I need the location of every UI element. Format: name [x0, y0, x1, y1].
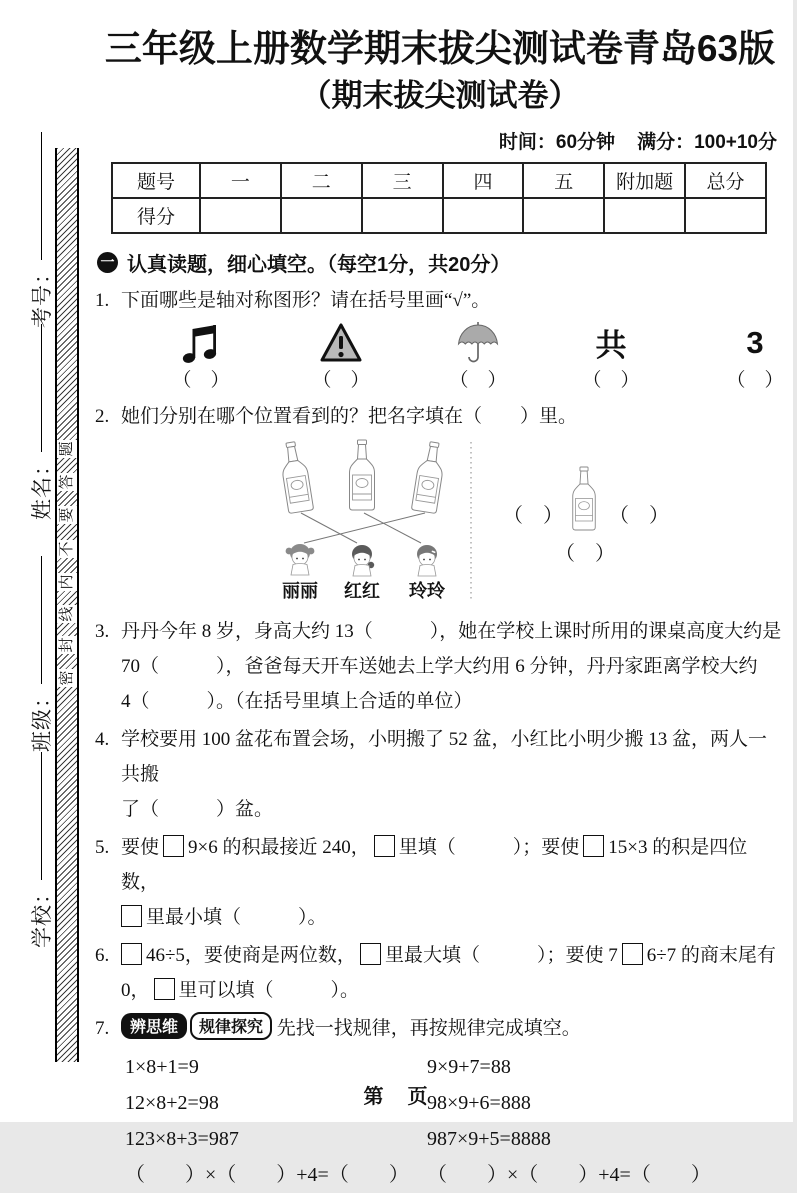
blank-box — [121, 943, 142, 965]
warning-triangle-icon — [318, 320, 364, 366]
question-4-line: 学校要用 100 盆花布置会场，小明搬了 52 盆，小红比小明少搬 13 盆，两人一共搬 — [121, 728, 768, 785]
question-text: 里最小填（ ）。 — [146, 906, 327, 928]
girl-name-label: 玲玲 — [409, 580, 445, 601]
question-text: 0， — [121, 979, 150, 1001]
question-number: 3. — [95, 620, 110, 642]
exam-number-blank — [41, 132, 42, 260]
exam-number-label: 考号： — [30, 262, 54, 328]
seal-char: 题 — [59, 441, 75, 457]
girl-honghong-icon — [352, 545, 374, 576]
seal-char: 不 — [59, 541, 75, 557]
equation-blank: （ ）×（ ）+4=（ ） — [125, 1163, 409, 1186]
blank-box — [163, 835, 184, 857]
header-cell: 一 — [200, 163, 281, 198]
girl-name-label: 红红 — [344, 580, 380, 601]
score-cell — [281, 198, 362, 233]
figure-digit-three — [713, 320, 797, 390]
bottle-icon — [573, 467, 596, 530]
answer-paren: （ ） — [449, 369, 507, 391]
question-2 — [95, 399, 785, 611]
seal-char: 封 — [59, 637, 75, 653]
equation: 1×8+1=9 — [125, 1055, 199, 1078]
question-text: 9×6 的积最接近 240， — [188, 836, 370, 858]
header-cell: 五 — [523, 163, 604, 198]
bottle-icon — [278, 440, 314, 513]
question-text: 6÷7 的商末尾有 — [646, 944, 776, 966]
question-number: 6. — [95, 944, 110, 966]
music-note-icon — [178, 320, 224, 366]
match-line — [364, 513, 421, 543]
question-1-figures — [121, 320, 785, 396]
section-number-icon: 一 — [97, 252, 118, 273]
question-2-diagram — [131, 436, 691, 608]
answer-paren-right: （ ） — [609, 504, 669, 527]
page-subtitle: （期末拔尖测试卷） — [300, 78, 580, 114]
class-field — [28, 556, 54, 752]
figure-gong-character — [569, 320, 653, 390]
equation: 98×9+6=888 — [427, 1091, 531, 1114]
school-label: 学校： — [30, 882, 54, 948]
answer-paren: （ ） — [172, 369, 230, 391]
match-line — [304, 513, 425, 543]
question-text: 里最大填（ ）；要使 7 — [384, 944, 618, 966]
seal-char: 答 — [59, 474, 75, 490]
thinking-skill-badge: 辨思维 — [121, 1013, 187, 1039]
question-number: 7. — [95, 1017, 110, 1039]
figure-music-note — [159, 320, 243, 390]
school-field — [28, 752, 54, 948]
girl-lingling-icon — [417, 545, 437, 576]
question-text: 里填（ ）；要使 — [398, 836, 580, 858]
question-text: 里可以填（ ）。 — [178, 979, 360, 1001]
score-table — [111, 162, 767, 234]
question-1 — [95, 283, 785, 396]
seal-char: 内 — [59, 574, 75, 590]
full-score: 满分：100+10分 — [637, 131, 777, 153]
question-5-line — [121, 900, 785, 935]
score-cell — [443, 198, 524, 233]
equation-blank: （ ）×（ ）+4=（ ） — [427, 1163, 711, 1186]
score-row-label: 得分 — [112, 198, 200, 233]
page-title: 三年级上册数学期末拔尖测试卷青岛63版 — [104, 28, 776, 69]
seal-line-strip — [55, 148, 79, 1062]
blank-box — [374, 835, 395, 857]
umbrella-icon — [455, 320, 501, 366]
school-blank — [41, 752, 42, 880]
bottle-icon — [411, 440, 447, 513]
question-5 — [95, 830, 785, 935]
student-name-blank — [41, 324, 42, 452]
class-blank — [41, 556, 42, 684]
match-line — [301, 513, 357, 543]
seal-char: 线 — [59, 606, 75, 622]
header-cell: 总分 — [685, 163, 766, 198]
question-5-line — [121, 830, 785, 900]
question-text: 15×3 的积是四位数， — [121, 836, 748, 893]
page-footer: 第 页 — [363, 1086, 430, 1108]
class-label: 班级： — [30, 686, 54, 752]
question-3-line: 4（ ）。（在括号里填上合适的单位） — [121, 690, 473, 712]
student-name-label: 姓名： — [30, 454, 54, 520]
exam-number-field — [28, 132, 54, 328]
score-cell — [685, 198, 766, 233]
question-7-header — [121, 1011, 785, 1046]
score-table-score-row — [112, 198, 766, 233]
girl-name-label: 丽丽 — [282, 580, 318, 601]
score-cell — [604, 198, 685, 233]
score-cell — [523, 198, 604, 233]
answer-paren-left: （ ） — [503, 504, 563, 527]
three-glyph: 3 — [746, 324, 764, 360]
answer-paren-bottom: （ ） — [555, 542, 615, 565]
exam-meta — [95, 127, 777, 154]
score-cell — [200, 198, 281, 233]
equation: 9×9+7=88 — [427, 1055, 511, 1078]
section-1-title: 认真读题，细心填空。（每空1分，共20分） — [127, 253, 511, 276]
question-6-line — [121, 973, 785, 1008]
blank-box — [360, 943, 381, 965]
answer-paren: （ ） — [312, 369, 370, 391]
seal-char: 要 — [59, 507, 75, 523]
gong-glyph: 共 — [595, 328, 627, 364]
equation: 12×8+2=98 — [125, 1091, 219, 1114]
question-text: 46÷5，要使商是两位数， — [146, 944, 356, 966]
paper-content — [95, 0, 785, 1193]
header-cell: 三 — [362, 163, 443, 198]
question-number: 4. — [95, 728, 110, 750]
blank-box — [622, 943, 643, 965]
question-number: 5. — [95, 836, 110, 858]
question-text: 要使 — [121, 836, 160, 858]
answer-paren: （ ） — [726, 369, 784, 391]
pattern-equations — [125, 1049, 785, 1193]
question-6-line — [121, 938, 785, 973]
figure-warning-triangle — [299, 320, 383, 390]
student-name-field — [28, 324, 54, 520]
header-cell: 四 — [443, 163, 524, 198]
question-6 — [95, 938, 785, 1008]
header-cell: 二 — [281, 163, 362, 198]
blank-box — [121, 905, 142, 927]
score-cell — [362, 198, 443, 233]
question-number: 1. — [95, 289, 110, 311]
header-cell: 题号 — [112, 163, 200, 198]
question-3-line: 丹丹今年 8 岁，身高大约 13（ ），她在学校上课时所用的课桌高度大约是 — [121, 620, 782, 642]
equation: 123×8+3=987 — [125, 1127, 239, 1150]
seal-char: 密 — [59, 670, 75, 686]
time-limit: 时间：60分钟 — [498, 131, 616, 153]
pattern-explore-badge: 规律探究 — [190, 1012, 272, 1040]
question-3-line: 70（ ），爸爸每天开车送她去上学大约用 6 分钟，丹丹家距离学校大约 — [121, 655, 758, 677]
question-number: 2. — [95, 405, 110, 427]
girl-lili-icon — [286, 544, 315, 575]
question-1-text: 下面哪些是轴对称图形？请在括号里画“√”。 — [121, 289, 491, 311]
question-4-line: 了（ ）盆。 — [121, 798, 274, 820]
figure-umbrella — [436, 320, 520, 390]
equation: 987×9+5=8888 — [427, 1127, 551, 1150]
section-1-header — [97, 248, 785, 277]
blank-box — [583, 835, 604, 857]
answer-paren: （ ） — [582, 369, 640, 391]
question-3 — [95, 614, 785, 719]
question-4 — [95, 722, 785, 827]
question-2-text: 她们分别在哪个位置看到的？把名字填在（ ）里。 — [121, 405, 578, 427]
blank-box — [154, 978, 175, 1000]
question-7-text: 先找一找规律，再按规律完成填空。 — [276, 1017, 581, 1039]
header-cell: 附加题 — [604, 163, 685, 198]
bottle-icon — [350, 440, 375, 510]
score-table-header-row — [112, 163, 766, 198]
